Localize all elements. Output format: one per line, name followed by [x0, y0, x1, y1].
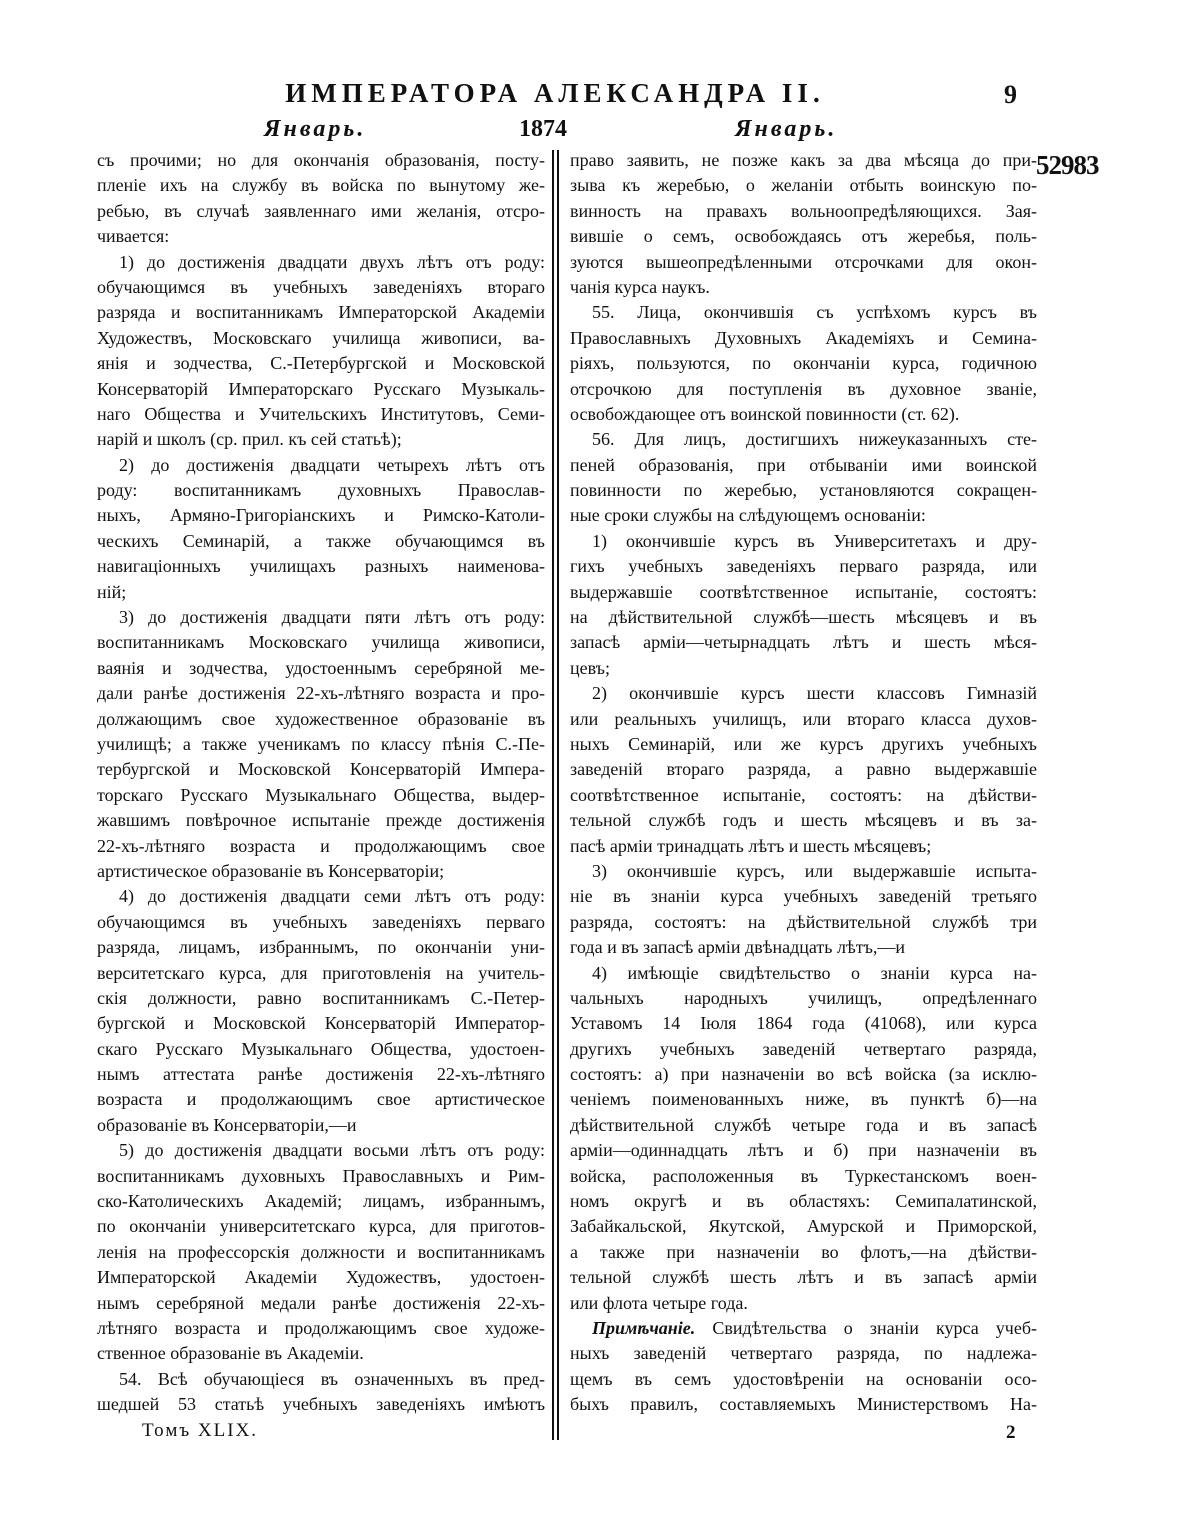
text-line: воспитанникамъ Московскаго училища живописи,	[97, 632, 545, 653]
paragraph	[570, 300, 1037, 427]
text-line: шедшей 53 статьѣ учебныхъ заведеніяхъ имѣютъ	[97, 1394, 545, 1415]
text-line: номъ округѣ и въ областяхъ: Семипалатинской,	[570, 1191, 1037, 1212]
text-line: дѣйствительной службѣ четыре года и въ запасѣ	[570, 1114, 1037, 1135]
month-right: Январь.	[735, 116, 838, 142]
text-line: чальныхъ народныхъ училищъ, опредѣленнаго	[570, 987, 1037, 1008]
text-line: Забайкальской, Якутской, Амурской и Приморской,	[570, 1216, 1037, 1237]
paragraph	[570, 961, 1037, 1316]
text-line: 56. Для лицъ, достигшихъ нижеуказанныхъ сте-	[592, 429, 1037, 450]
text-line: нымъ аттестата ранѣе достиженія 22-хъ-лѣтняго	[97, 1064, 545, 1085]
text-line: пасѣ арміи тринадцать лѣтъ и шесть мѣсяцевъ;	[570, 835, 932, 856]
text-line: другихъ учебныхъ заведеній четвертаго разряда,	[570, 1038, 1037, 1059]
text-line: жавшимъ повѣрочное испытаніе прежде достиженія	[97, 810, 545, 831]
text-line: освобождающее отъ воинской повинности (ст. 62).	[570, 403, 960, 424]
text-line: войска, расположенныя въ Туркестанскомъ воен-	[570, 1165, 1037, 1186]
text-line: года и въ запасѣ арміи двѣнадцать лѣтъ,—и	[570, 937, 906, 958]
note-lead: Примѣчаніе.	[592, 1317, 696, 1338]
text-line: лѣтняго возраста и продолжающимъ свое художе-	[97, 1317, 545, 1338]
text-line: Уставомъ 14 Іюля 1864 года (41068), или курса	[570, 1013, 1037, 1034]
text-line: ско-Католическихъ Академій; лицамъ, избраннымъ,	[97, 1191, 545, 1212]
text-line: Православныхъ Духовныхъ Академіяхъ и Семина-	[570, 327, 1037, 348]
paragraph	[570, 1316, 1037, 1418]
paragraph	[97, 605, 545, 884]
text-line: ленія на профессорскія должности и воспитанникамъ	[97, 1241, 545, 1262]
text-line: по окончаніи университетскаго курса, для приготов-	[97, 1216, 545, 1237]
text-line: запасѣ арміи—четырнадцать лѣтъ и шесть мѣся-	[570, 632, 1037, 653]
text-line: 2) окончившіе курсъ шести классовъ Гимназій	[592, 683, 1037, 704]
text-line: наго Общества и Учительскихъ Институтовъ, Семи-	[97, 403, 545, 424]
text-line: соотвѣтственное испытаніе, состоятъ: на дѣйстви-	[570, 784, 1037, 805]
side-law-number: 52983	[1036, 150, 1099, 180]
text-line: повинности по жеребью, установляются сокращен-	[570, 480, 1037, 501]
text-line: 4) имѣющіе свидѣтельство о знаніи курса на-	[592, 962, 1037, 983]
paragraph	[97, 1138, 545, 1367]
left-column	[97, 148, 545, 1418]
text-line: или реальныхъ училищъ, или втораго класса духов-	[570, 708, 1037, 729]
text-line: ческихъ Семинарій, а также обучающимся въ	[97, 530, 545, 551]
text-line: зуются вышеопредѣленными отсрочками для окон-	[570, 251, 1037, 272]
text-line: 2) до достиженія двадцати четырехъ лѣтъ отъ	[119, 454, 545, 475]
text-line: на дѣйствительной службѣ—шесть мѣсяцевъ и въ	[570, 607, 1037, 628]
text-line: училищѣ; а также ученикамъ по классу пѣнія С.-Пе-	[97, 733, 545, 754]
text-line: ваянія и зодчества, удостоеннымъ серебряной ме-	[97, 657, 545, 678]
text-line: ныхъ Семинарій, или же курсъ другихъ учебныхъ	[570, 733, 1037, 754]
text-line: роду: воспитанникамъ духовныхъ Православ-	[97, 480, 545, 501]
text-line: разряда и воспитанникамъ Императорской Академіи	[97, 302, 545, 323]
right-column	[570, 148, 1037, 1418]
text-line: или флота четыре года.	[570, 1292, 748, 1313]
paragraph	[570, 859, 1037, 961]
text-line: 22-хъ-лѣтняго возраста и продолжающимъ свое	[97, 835, 545, 856]
text-line: скія должности, равно воспитанникамъ С.-Петер-	[97, 987, 545, 1008]
paragraph	[570, 148, 1037, 300]
text-line: обучающимся въ учебныхъ заведеніяхъ перваго	[97, 911, 545, 932]
text-line: разряда, лицамъ, избраннымъ, по окончаніи уни-	[97, 937, 545, 958]
text-line: состоятъ: а) при назначеніи во всѣ войска (за исклю-	[570, 1064, 1037, 1085]
text-line: ріяхъ, пользуются, по окончаніи курса, годичною	[570, 353, 1037, 374]
text-line: Императорской Академіи Художествъ, удостоен-	[97, 1267, 545, 1288]
paragraph	[570, 681, 1037, 859]
signature-mark: 2	[1006, 1422, 1016, 1443]
text-line: вившіе о семъ, освобождаясь отъ жеребья, поль-	[570, 226, 1037, 247]
text-line: Художествъ, Московскаго училища живописи, ва-	[97, 327, 545, 348]
text-line: 55. Лица, окончившія съ успѣхомъ курсъ въ	[592, 302, 1037, 323]
text-line: ребью, въ случаѣ заявленнаго ими желанія, отсро-	[97, 200, 545, 221]
text-line: тельной службѣ шесть лѣтъ и въ запасѣ арміи	[570, 1267, 1037, 1288]
text-line: скаго Русскаго Музыкальнаго Общества, удостоен-	[97, 1038, 545, 1059]
text-line: щемъ въ семъ удостовѣреніи на основаніи осо-	[570, 1368, 1037, 1389]
text-line: разряда, состоятъ: на дѣйствительной службѣ три	[570, 911, 1037, 932]
paragraph	[570, 427, 1037, 529]
text-line: пленіе ихъ на службу въ войска по вынутому же-	[97, 175, 545, 196]
text-line: нарій и школъ (ср. прил. къ сей статьѣ);	[97, 429, 402, 450]
paragraph	[97, 453, 545, 605]
text-line: 54. Всѣ обучающіеся въ означенныхъ въ пред-	[119, 1368, 545, 1389]
text-line: тербургской и Московской Консерваторій Импера-	[97, 759, 545, 780]
paragraph	[97, 250, 545, 453]
text-line: пеней образованія, при отбываніи ими воинской	[570, 454, 1037, 475]
text-line: тельной службѣ годъ и шесть мѣсяцевъ и въ за-	[570, 810, 1037, 831]
text-line: 5) до достиженія двадцати восьми лѣтъ отъ роду:	[119, 1140, 545, 1161]
text-line: навигаціонныхъ училищахъ разныхъ наименова-	[97, 556, 545, 577]
text-line: заведеній втораго разряда, а равно выдержавшіе	[570, 759, 1037, 780]
text-line: 1) окончившіе курсъ въ Университетахъ и дру-	[592, 530, 1037, 551]
text-line: чивается:	[97, 226, 170, 247]
text-line: чанія курса наукъ.	[570, 276, 710, 297]
text-line: право заявить, не позже какъ за два мѣсяца до при-	[570, 150, 1037, 170]
text-line: ніе въ знаніи курса учебныхъ заведеній третьяго	[570, 886, 1037, 907]
paragraph	[97, 1367, 545, 1418]
text-line: 3) до достиженія двадцати пяти лѣтъ отъ роду:	[119, 607, 545, 628]
text-line: съ прочими; но для окончанія образованія, посту-	[97, 150, 545, 170]
text-line: винность на правахъ вольноопредѣляющихся. Зая-	[570, 200, 1037, 221]
running-title: ИМПЕРАТОРА АЛЕКСАНДРА II.	[285, 78, 825, 108]
text-line: ныхъ заведеній четвертаго разряда, по надлежа-	[570, 1343, 1037, 1364]
text-line: ній;	[97, 581, 127, 602]
text-line: дали ранѣе достиженія 22-хъ-лѣтняго возраста и про-	[97, 683, 545, 704]
text-line: Консерваторій Императорскаго Русскаго Музыкаль-	[97, 378, 545, 399]
volume-footer: Томъ XLIX.	[142, 1420, 259, 1441]
text-line: артистическое образованіе въ Консерваторіи;	[97, 860, 445, 881]
year: 1874	[519, 116, 567, 142]
text-line: быхъ правилъ, составляемыхъ Министерствомъ На-	[570, 1394, 1037, 1415]
page-number: 9	[1004, 80, 1017, 109]
text-line: образованіе въ Консерваторіи,—и	[97, 1114, 357, 1135]
text-line: ченіемъ поименованныхъ ниже, въ пунктѣ б)—на	[570, 1089, 1037, 1110]
text-line: обучающимся въ учебныхъ заведеніяхъ втораго	[97, 276, 545, 297]
text-line: нымъ серебряной медали ранѣе достиженія 22-хъ-	[97, 1292, 545, 1313]
text-line: арміи—одиннадцать лѣтъ и б) при назначеніи въ	[570, 1140, 1037, 1161]
month-left: Январь.	[264, 116, 367, 142]
text-line: 3) окончившіе курсъ, или выдержавшіе испыта-	[592, 860, 1037, 881]
text-line: 4) до достиженія двадцати семи лѣтъ отъ роду:	[119, 886, 545, 907]
text-line: должающимъ свое художественное образованіе въ	[97, 708, 545, 729]
text-line: возраста и продолжающимъ свое артистическое	[97, 1089, 545, 1110]
text-line: бургской и Московской Консерваторій Император-	[97, 1013, 545, 1034]
text-line: цевъ;	[570, 657, 610, 678]
text-line: отсрочкою для поступленія въ духовное званіе,	[570, 378, 1037, 399]
text-line: Примѣчаніе. Свидѣтельства о знаніи курса учеб-	[592, 1317, 1037, 1338]
paragraph	[97, 148, 545, 250]
text-line: зыва къ жеребью, о желаніи отбыть воинскую по-	[570, 175, 1037, 196]
text-line: янія и зодчества, С.-Петербургской и Московской	[97, 353, 545, 374]
text-line: ные сроки службы на слѣдующемъ основаніи:	[570, 505, 926, 526]
text-line: выдержавшіе соотвѣтственное испытаніе, состоятъ:	[570, 581, 1037, 602]
text-line: ныхъ, Армяно-Григоріанскихъ и Римско-Католи-	[97, 505, 545, 526]
paragraph	[97, 884, 545, 1138]
paragraph	[570, 529, 1037, 681]
text-line: ственное образованіе въ Академіи.	[97, 1343, 364, 1364]
text-line: гихъ учебныхъ заведеніяхъ перваго разряда, или	[570, 556, 1037, 577]
text-line: а также при назначеніи во флотъ,—на дѣйстви-	[570, 1241, 1037, 1262]
text-line: верситетскаго курса, для приготовленія на учитель-	[97, 962, 545, 983]
text-line: торскаго Русскаго Музыкальнаго Общества, выдер-	[97, 784, 545, 805]
text-line: 1) до достиженія двадцати двухъ лѣтъ отъ роду:	[119, 251, 545, 272]
text-line: воспитанникамъ духовныхъ Православныхъ и Рим-	[97, 1165, 545, 1186]
column-divider	[552, 150, 559, 1440]
